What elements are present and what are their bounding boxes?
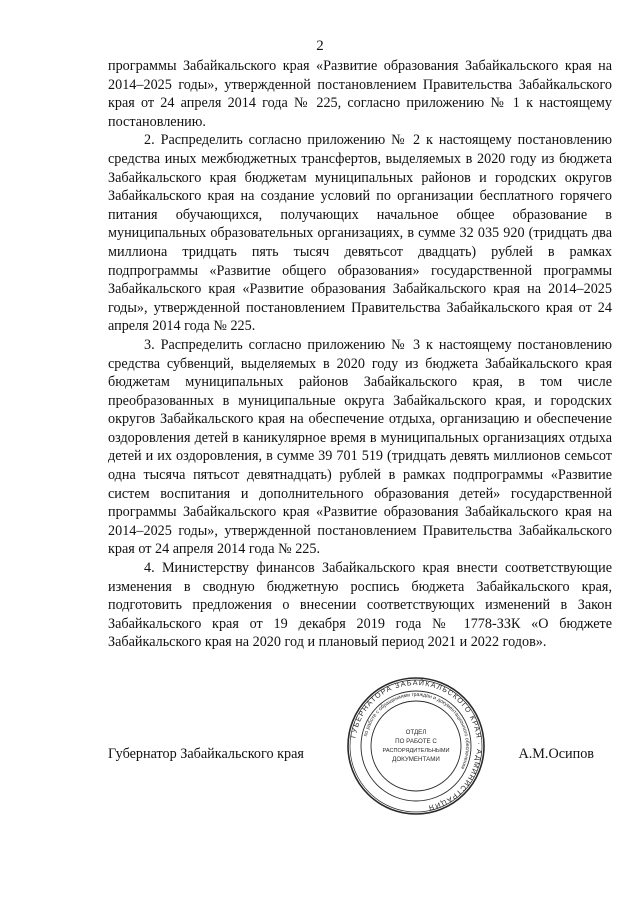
- official-stamp: [346, 676, 486, 816]
- page-number: 2: [316, 38, 324, 54]
- paragraph-item-3: 3. Распределить согласно приложению № 3 к настоящему постановлению средства субвенций, выделяемых в 2020 году из бюджета Забайкальского края бюджетам муниципальных районов Забайкальского края, в том числе преобразованных в муниципальные округа Забайкальского края, и городских округов Забайкальского края на обеспечение отдыха, организацию и обеспечение оздоровления детей в каникулярное время в муниципальных организациях отдыха детей и их оздоровления, в сумме 39 701 519 (тридцать девять миллионов семьсот одна тысяча пятьсот девятнадцать) рублей в рамках подпрограммы «Развитие систем воспитания и дополнительного образования детей» государственной программы Забайкальского края «Развитие образования Забайкальского края на 2014–2025 годы», утвержденной постановлением Правительства Забайкальского края от 24 апреля 2014 года № 225.: [108, 336, 612, 558]
- paragraph-continuation: программы Забайкальского края «Развитие образования Забайкальского края на 2014–2025 годы», утвержденной постановлением Правительства Забайкальского края от 24 апреля 2014 года № 225, согласно приложению № 1 к настоящему постановлению.: [108, 58, 612, 130]
- document-body: [108, 57, 612, 652]
- stamp-center-line-2: ПО РАБОТЕ С: [395, 738, 437, 745]
- signatory-name: А.М.Осипов: [518, 746, 594, 762]
- stamp-middle-ring: [361, 691, 471, 801]
- stamp-outer-text: ГУБЕРНАТОРА ЗАБАЙКАЛЬСКОГО КРАЯ · АДМИНИСТРАЦИЯ: [348, 677, 485, 813]
- paragraph-item-4: 4. Министерству финансов Забайкальского края внести соответствующие изменения в сводную бюджетную роспись бюджета Забайкальского края, подготовить предложения о внесении соответствующих изменений в Закон Забайкальского края от 19 декабря 2019 года № 1778-ЗЗК «О бюджете Забайкальского края на 2020 год и плановый период 2021 и 2022 годов».: [108, 560, 612, 651]
- stamp-ring-text: по работе с обращениями граждан и документационного обеспечения: [362, 691, 471, 770]
- stamp-center-line-3: РАСПОРЯДИТЕЛЬНЫМИ: [382, 748, 450, 754]
- signatory-title: Губернатор Забайкальского края: [108, 746, 304, 762]
- stamp-center-line-1: ОТДЕЛ: [405, 729, 427, 736]
- stamp-center-line-4: ДОКУМЕНТАМИ: [392, 756, 440, 763]
- stamp-inner-ring: [371, 701, 461, 791]
- paragraph-item-2: 2. Распределить согласно приложению № 2 к настоящему постановлению средства иных межбюджетных трансфертов, выделяемых в 2020 году из бюджета Забайкальского края бюджетам муниципальных районов и городских округов Забайкальского края на создание условий по организации бесплатного горячего питания обучающихся, получающих начальное общее образование в муниципальных образовательных организациях, в сумме 32 035 920 (тридцать два миллиона тридцать пять тысяч девятьсот двадцать) рублей в рамках подпрограммы «Развитие общего образования» государственной программы Забайкальского края «Развитие образования Забайкальского края на 2014–2025 годы», утвержденной постановлением Правительства Забайкальского края от 24 апреля 2014 года № 225.: [108, 132, 612, 335]
